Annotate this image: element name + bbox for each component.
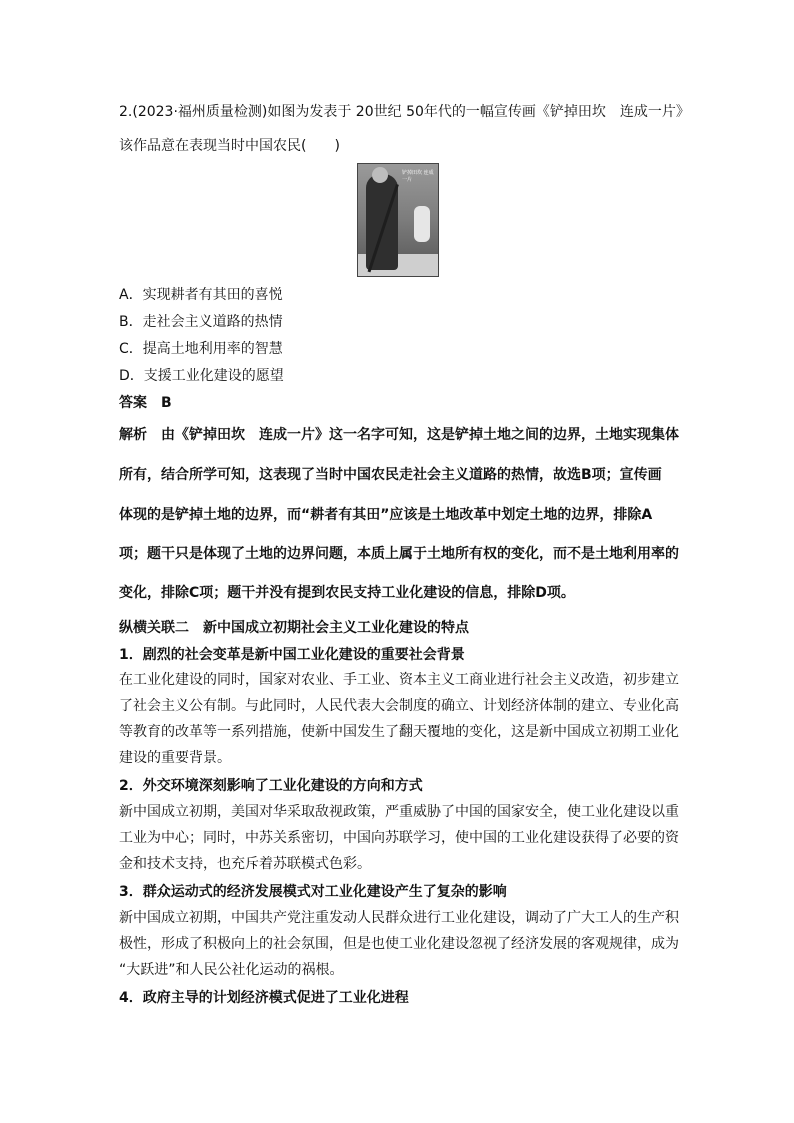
point-1-body-3: 等教育的改革等一系列措施，使新中国发生了翻天覆地的变化，这是新中国成立初期工业化 xyxy=(119,724,679,740)
analysis-line-2: 所有，结合所学可知，这表现了当时中国农民走社会主义道路的热情，故选B项；宣传画 xyxy=(119,467,662,483)
point-3-body-2: 极性，形成了积极向上的社会氛围，但是也使工业化建设忽视了经济发展的客观规律，成为 xyxy=(119,936,679,952)
point-4-title: 4．政府主导的计划经济模式促进了工业化进程 xyxy=(119,990,409,1006)
point-1-body-1: 在工业化建设的同时，国家对农业、手工业、资本主义工商业进行社会主义改造，初步建立 xyxy=(119,672,679,688)
analysis-line-4: 项；题干只是体现了土地的边界问题，本质上属于土地所有权的变化，而不是土地利用率的 xyxy=(119,546,679,562)
answer: 答案 B xyxy=(119,395,172,411)
point-1-body-2: 了社会主义公有制。与此同时，人民代表大会制度的确立、计划经济体制的建立、专业化高 xyxy=(119,698,679,714)
point-2-title: 2．外交环境深刻影响了工业化建设的方向和方式 xyxy=(119,778,423,794)
poster-caption: 铲掉田坎 连成一片 xyxy=(402,170,434,183)
point-3-title: 3．群众运动式的经济发展模式对工业化建设产生了复杂的影响 xyxy=(119,884,507,900)
analysis-line-1: 解析 由《铲掉田坎 连成一片》这一名字可知，这是铲掉土地之间的边界，土地实现集体 xyxy=(119,427,679,443)
poster-farmer-head xyxy=(372,167,388,183)
point-1-body-4: 建设的重要背景。 xyxy=(119,750,231,766)
propaganda-poster-image xyxy=(357,163,439,277)
analysis-line-3: 体现的是铲掉土地的边界，而“耕者有其田”应该是土地改革中划定土地的边界，排除A xyxy=(119,507,653,523)
poster-farmer-figure xyxy=(366,174,398,270)
point-1-title: 1．剧烈的社会变革是新中国工业化建设的重要社会背景 xyxy=(119,647,465,663)
question-stem-line-2: 该作品意在表现当时中国农民( ) xyxy=(119,138,340,154)
option-d: D．支援工业化建设的愿望 xyxy=(119,368,284,384)
poster-background-figure xyxy=(414,206,430,242)
option-b: B．走社会主义道路的热情 xyxy=(119,314,283,330)
section-heading: 纵横关联二 新中国成立初期社会主义工业化建设的特点 xyxy=(119,620,469,636)
point-2-body-1: 新中国成立初期，美国对华采取敌视政策，严重威胁了中国的国家安全，使工业化建设以重 xyxy=(119,804,679,820)
analysis-line-5: 变化，排除C项；题干并没有提到农民支持工业化建设的信息，排除D项。 xyxy=(119,585,575,601)
point-3-body-1: 新中国成立初期，中国共产党注重发动人民群众进行工业化建设，调动了广大工人的生产积 xyxy=(119,910,679,926)
point-2-body-2: 工业为中心；同时，中苏关系密切，中国向苏联学习，使中国的工业化建设获得了必要的资 xyxy=(119,830,679,846)
question-stem-line-1: 2.(2023·福州质量检测)如图为发表于 20世纪 50年代的一幅宣传画《铲掉田坎 连成一片》 xyxy=(119,104,690,120)
point-3-body-3: “大跃进”和人民公社化运动的祸根。 xyxy=(119,962,344,978)
option-a: A．实现耕者有其田的喜悦 xyxy=(119,287,283,303)
option-c: C．提高土地利用率的智慧 xyxy=(119,341,283,357)
point-2-body-3: 金和技术支持，也充斥着苏联模式色彩。 xyxy=(119,856,371,872)
